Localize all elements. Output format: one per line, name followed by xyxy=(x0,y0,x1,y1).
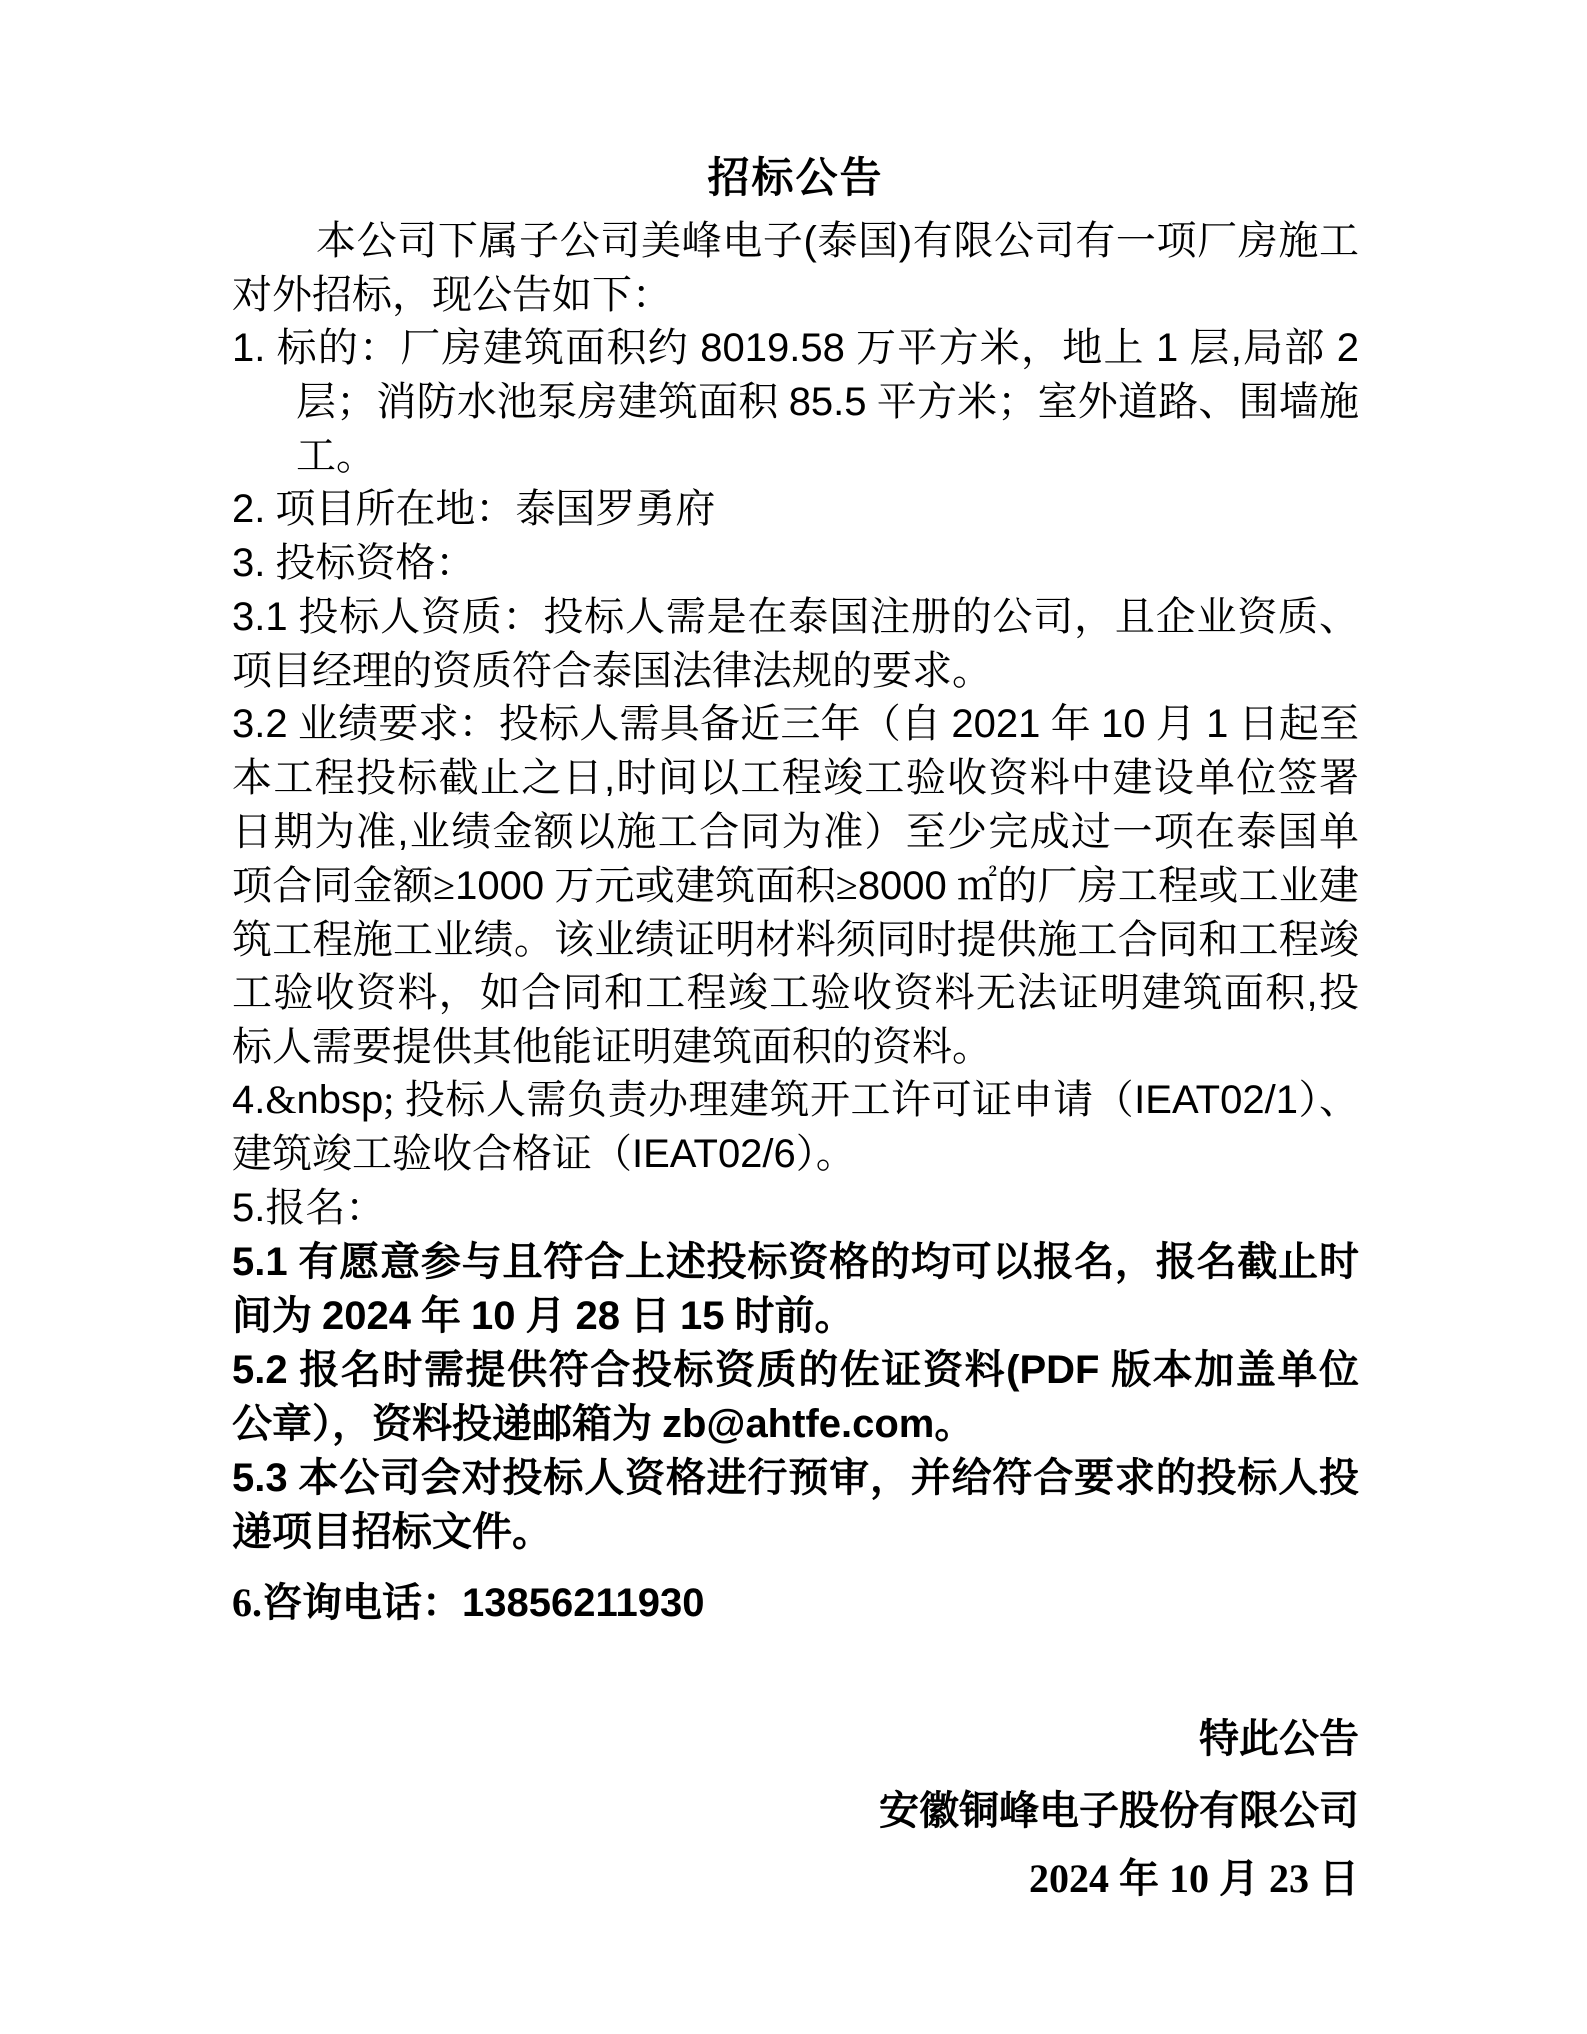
paragraph-item-3-2-performance-requirement: 3.2 业绩要求：投标人需具备近三年（自 2021 年 10 月 1 日起至本工程投标截止之日,时间以工程竣工验收资料中建设单位签署日期为准,业绩金额以施工合同为准）至少完成过一项在泰国单项合同金额≥1000 万元或建筑面积≥8000 ㎡的厂房工程或工业建筑工程施工业绩。该业绩证明材料须同时提供施工合同和工程竣工验收资料，如合同和工程竣工验收资料无法证明建筑面积,投标人需要提供其他能证明建筑面积的资料。 xyxy=(232,701,1360,1069)
paragraph-item-5-2-submission-email: 5.2 报名时需提供符合投标资质的佐证资料(PDF 版本加盖单位公章），资料投递邮箱为 zb@ahtfe.com。 xyxy=(232,1347,1359,1446)
paragraph-item-1-subject: 1. 标的：厂房建筑面积约 8019.58 万平方米，地上 1 层,局部 2 层；消防水池泵房建筑面积 85.5 平方米；室外道路、围墙施工。 xyxy=(232,325,1360,478)
document-title-text: 招标公告 xyxy=(707,154,884,201)
paragraph-intro: 本公司下属子公司美峰电子(泰国)有限公司有一项厂房施工对外招标，现公告如下： xyxy=(232,218,1360,317)
paragraph-item-2-location: 2. 项目所在地：泰国罗勇府 xyxy=(232,486,716,531)
signature-block xyxy=(232,1712,1359,1905)
paragraph-item-3-qualification-heading: 3. 投标资格： xyxy=(232,540,476,585)
paragraph-item-3-1-bidder-qualification: 3.1 投标人资质：投标人需是在泰国注册的公司，且企业资质、项目经理的资质符合泰国法律法规的要求。 xyxy=(232,594,1359,693)
contact-phone-label: 6.咨询电话： xyxy=(232,1580,462,1625)
paragraph-item-5-1-registration-deadline: 5.1 有愿意参与且符合上述投标资格的均可以报名，报名截止时间为 2024 年 10 月 28 日 15 时前。 xyxy=(232,1239,1359,1338)
document-title xyxy=(232,0,1359,206)
paragraph-item-5-registration-heading: 5.报名： xyxy=(232,1185,386,1230)
paragraph-item-6-contact xyxy=(232,1576,1359,1630)
closing-company-name: 安徽铜峰电子股份有限公司 xyxy=(879,1788,1359,1833)
paragraph-item-5-3-prequalification: 5.3 本公司会对投标人资格进行预审，并给符合要求的投标人投递项目招标文件。 xyxy=(232,1455,1359,1554)
paragraph-item-4-permits: 4.&nbsp; 投标人需负责办理建筑开工许可证申请（IEAT02/1）、建筑竣工验收合格证（IEAT02/6）。 xyxy=(232,1077,1360,1176)
closing-date: 2024 年 10 月 23 日 xyxy=(1029,1856,1359,1901)
contact-phone-number: 13856211930 xyxy=(462,1581,705,1625)
closing-statement: 特此公告 xyxy=(1199,1716,1359,1761)
